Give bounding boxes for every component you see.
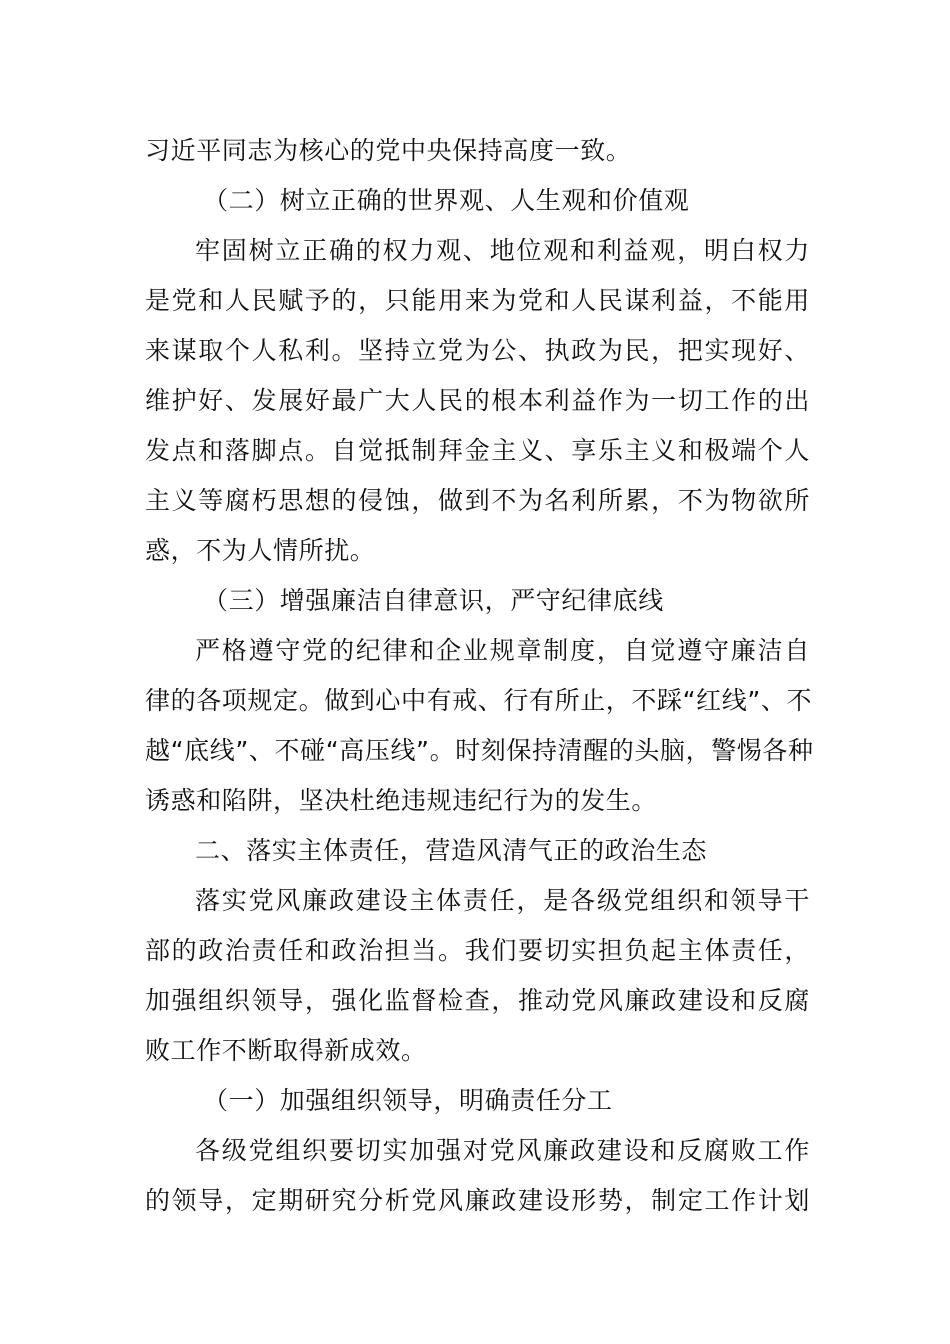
paragraph-line: 惑，不为人情所扰。 — [145, 536, 376, 565]
section-heading: （二）树立正确的世界观、人生观和价值观 — [203, 186, 690, 215]
paragraph-line: 是党和人民赋予的，只能用来为党和人民谋利益，不能用 — [145, 286, 810, 315]
paragraph-line: 主义等腐朽思想的侵蚀，做到不为名利所累，不为物欲所 — [145, 486, 810, 515]
paragraph-line: 的领导，定期研究分析党风廉政建设形势，制定工作计划 — [145, 1186, 810, 1215]
paragraph-line: 来谋取个人私利。坚持立党为公、执政为民，把实现好、 — [145, 336, 810, 365]
document-body — [145, 126, 814, 1226]
paragraph-line: 部的政治责任和政治担当。我们要切实担负起主体责任， — [145, 936, 810, 965]
section-heading: （三）增强廉洁自律意识，严守纪律底线 — [203, 586, 664, 615]
paragraph-line: 加强组织领导，强化监督检查，推动党风廉政建设和反腐 — [145, 986, 810, 1015]
paragraph-line: 诱惑和陷阱，坚决杜绝违规违纪行为的发生。 — [145, 786, 658, 815]
section-heading: 二、落实主体责任，营造风清气正的政治生态 — [195, 836, 708, 865]
paragraph-line: 各级党组织要切实加强对党风廉政建设和反腐败工作 — [195, 1136, 810, 1165]
paragraph-line: 发点和落脚点。自觉抵制拜金主义、享乐主义和极端个人 — [145, 436, 810, 465]
paragraph-line: 牢固树立正确的权力观、地位观和利益观，明白权力 — [195, 236, 810, 265]
paragraph-line: 败工作不断取得新成效。 — [145, 1036, 427, 1065]
section-heading: （一）加强组织领导，明确责任分工 — [203, 1086, 613, 1115]
paragraph-line: 习近平同志为核心的党中央保持高度一致。 — [145, 136, 632, 165]
paragraph-line: 落实党风廉政建设主体责任，是各级党组织和领导干 — [195, 886, 810, 915]
paragraph-line: 严格遵守党的纪律和企业规章制度，自觉遵守廉洁自 — [195, 636, 810, 665]
paragraph-line: 越“底线”、不碰“高压线”。时刻保持清醒的头脑，警惕各种 — [145, 736, 814, 765]
paragraph-line: 律的各项规定。做到心中有戒、行有所止，不踩“红线”、不 — [145, 686, 813, 715]
paragraph-line: 维护好、发展好最广大人民的根本利益作为一切工作的出 — [145, 386, 810, 415]
